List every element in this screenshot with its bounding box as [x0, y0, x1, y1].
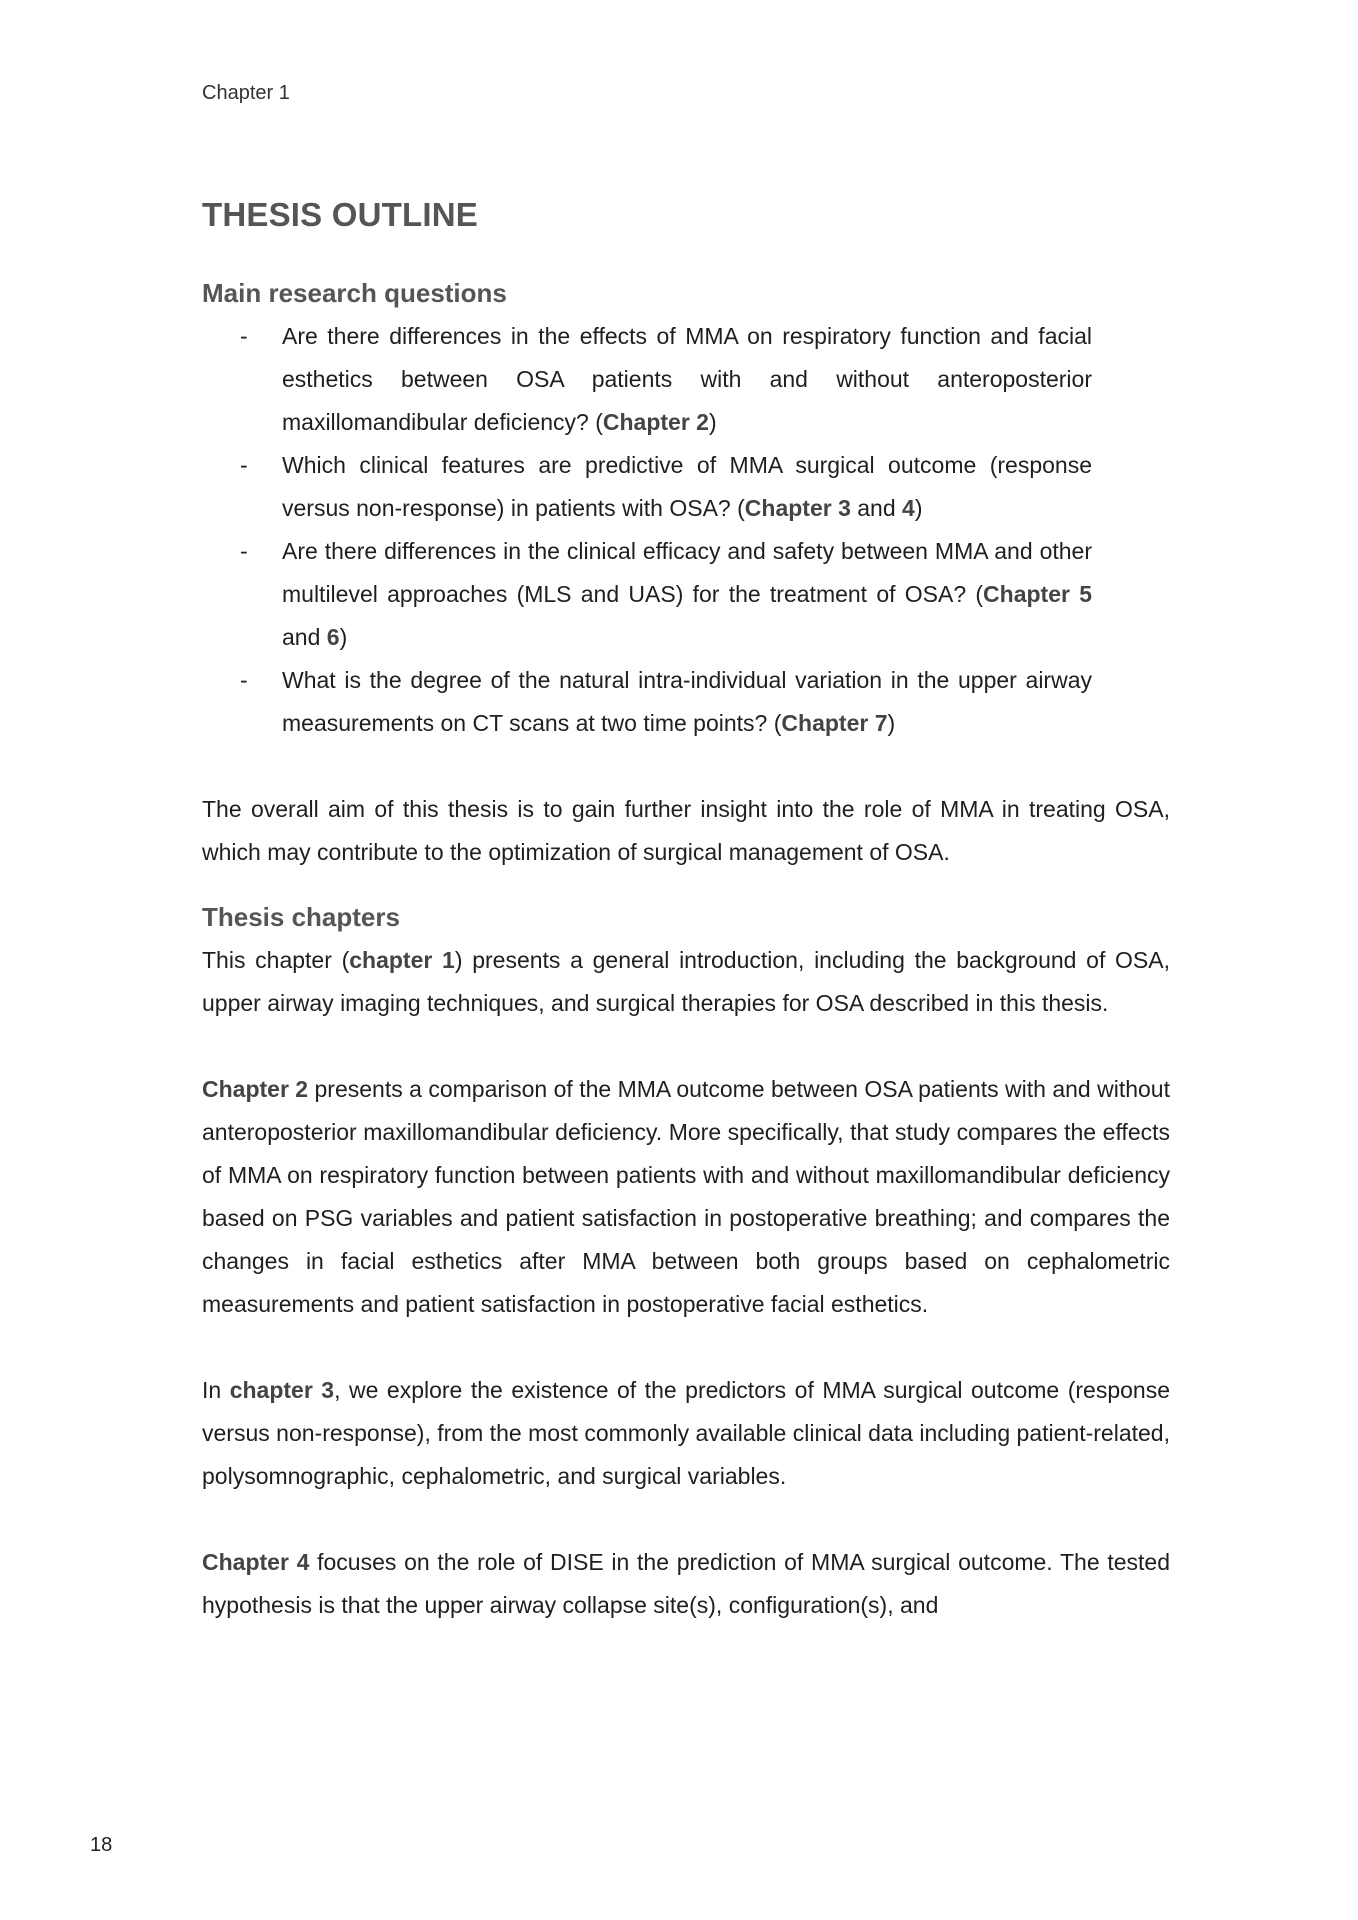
paragraph-text: presents a comparison of the MMA outcome between OSA patients with and without anteroposterior maxillomandibular deficiency. More specifically, that study compares the effects of MMA on respiratory function between patients with and without maxillomandibular deficiency based on PSG variables and patient satisfaction in postoperative breathing; and compares the changes in facial esthetics after MMA between both groups based on cephalometric measurements and patient satisfaction in postoperative facial esthetics. — [202, 1076, 1170, 1317]
main-questions-heading: Main research questions — [202, 278, 507, 308]
dash-bullet: - — [240, 538, 248, 564]
list-item — [202, 315, 1092, 444]
paragraph-text: This chapter ( — [202, 947, 350, 973]
question-end: ) — [708, 409, 717, 435]
page-title: THESIS OUTLINE — [202, 196, 478, 233]
list-item — [202, 659, 1092, 745]
chapter-ref: Chapter 2 — [202, 1076, 309, 1102]
page-number: 18 — [90, 1834, 113, 1856]
chapter-ref: Chapter 2 — [602, 409, 709, 435]
chapter-ref: chapter 3 — [229, 1377, 335, 1403]
chapter-ref: Chapter 4 — [202, 1549, 310, 1575]
chapter-4-paragraph — [202, 1541, 1170, 1627]
chapter-ref: chapter 1 — [349, 947, 455, 973]
paragraph-text: ) presents a general introduction, including the background of OSA, upper airway imaging techniques, and surgical therapies for OSA described in this thesis. — [202, 947, 1171, 1016]
chapter-ref: Chapter 3 — [744, 495, 851, 521]
chapter-3-paragraph — [202, 1369, 1170, 1498]
list-item — [202, 444, 1092, 530]
chapter-1-paragraph — [202, 939, 1170, 1025]
question-end: ) — [887, 710, 896, 736]
chapter-2-paragraph — [202, 1068, 1170, 1326]
aim-paragraph: The overall aim of this thesis is to gain further insight into the role of MMA in treating OSA, which may contribute to the optimization of surgical management of OSA. — [202, 796, 1170, 865]
question-text: Are there differences in the clinical efficacy and safety between MMA and other multilevel approaches (MLS and UAS) for the treatment of OSA? ( — [282, 538, 1092, 607]
paragraph-text: In — [202, 1377, 230, 1403]
chapter-ref: 4 — [902, 495, 915, 521]
chapter-ref: 6 — [326, 624, 340, 650]
question-connector: and — [282, 624, 327, 650]
page-content — [202, 196, 1170, 1627]
dash-bullet: - — [240, 452, 248, 478]
thesis-chapters-heading: Thesis chapters — [202, 902, 400, 932]
list-item — [202, 530, 1092, 659]
chapter-ref: Chapter 7 — [781, 710, 888, 736]
question-end: ) — [914, 495, 923, 521]
question-connector: and — [850, 495, 903, 521]
question-text: Which clinical features are predictive of MMA surgical outcome (response versus non-response) in patients with OSA? ( — [282, 452, 1092, 521]
paragraph-text: , we explore the existence of the predictors of MMA surgical outcome (response versus non-response), from the most commonly available clinical data including patient-related, polysomnographic, cephalometric, and surgical variables. — [202, 1377, 1171, 1489]
dash-bullet: - — [240, 667, 248, 693]
question-end: ) — [339, 624, 348, 650]
research-questions-list — [202, 315, 1170, 745]
chapter-ref: Chapter 5 — [983, 581, 1092, 607]
running-head: Chapter 1 — [202, 82, 290, 104]
question-text: What is the degree of the natural intra-individual variation in the upper airway measurements on CT scans at two time points? ( — [282, 667, 1092, 736]
paragraph-text: focuses on the role of DISE in the prediction of MMA surgical outcome. The tested hypothesis is that the upper airway collapse site(s), configuration(s), and — [202, 1549, 1170, 1618]
dash-bullet: - — [240, 323, 248, 349]
question-text: Are there differences in the effects of MMA on respiratory function and facial esthetics between OSA patients with and without anteroposterior maxillomandibular deficiency? ( — [282, 323, 1092, 435]
